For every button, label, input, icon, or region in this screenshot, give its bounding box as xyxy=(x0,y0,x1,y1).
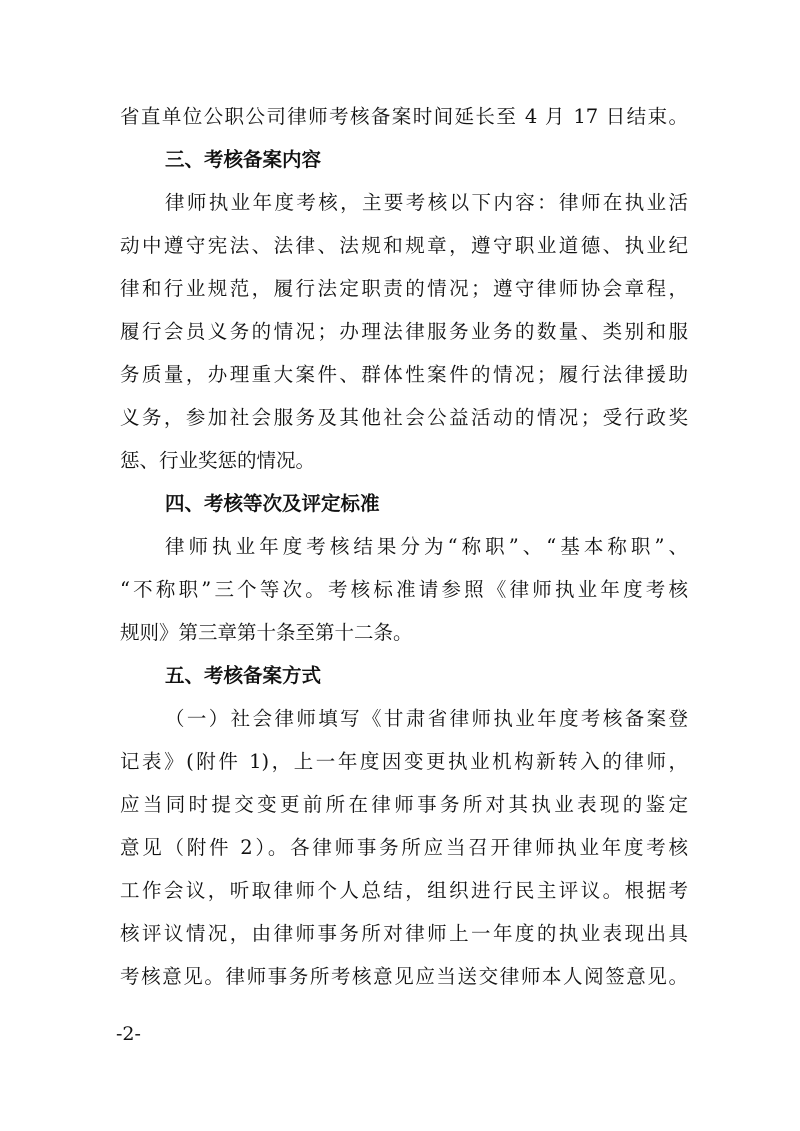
body-line-20: 核评议情况，由律师事务所对律师上一年度的执业表现出具 xyxy=(120,922,688,945)
body-line-19: 工作会议，听取律师个人总结，组织进行民主评议。根据考 xyxy=(120,879,688,902)
section-heading-5: 五、考核备案方式 xyxy=(165,664,322,687)
body-line-13: 规则》第三章第十条至第十二条。 xyxy=(120,621,413,644)
body-line-16: 记表》(附件 1)，上一年度因变更执业机构新转入的律师， xyxy=(120,750,688,773)
body-line-12: “不称职”三个等次。考核标准请参照《律师执业年度考核 xyxy=(120,578,688,601)
body-line-17: 应当同时提交变更前所在律师事务所对其执业表现的鉴定 xyxy=(120,793,688,816)
body-line-21: 考核意见。律师事务所考核意见应当送交律师本人阅签意见。 xyxy=(120,965,688,988)
body-line-6: 履行会员义务的情况；办理法律服务业务的数量、类别和服 xyxy=(120,320,688,343)
body-line-15: （一）社会律师填写《甘肃省律师执业年度考核备案登 xyxy=(165,707,688,730)
body-line-7: 务质量，办理重大案件、群体性案件的情况；履行法律援助 xyxy=(120,363,688,386)
body-line-11: 律师执业年度考核结果分为“称职”、“基本称职”、 xyxy=(165,535,688,558)
body-line-9: 惩、行业奖惩的情况。 xyxy=(120,449,316,472)
body-line-1: 省直单位公职公司律师考核备案时间延长至 4 月 17 日结束。 xyxy=(120,105,688,128)
section-heading-4: 四、考核等次及评定标准 xyxy=(165,492,380,515)
body-line-4: 动中遵守宪法、法律、法规和规章，遵守职业道德、执业纪 xyxy=(120,234,688,257)
body-line-3: 律师执业年度考核，主要考核以下内容：律师在执业活 xyxy=(165,191,688,214)
body-line-8: 义务，参加社会服务及其他社会公益活动的情况；受行政奖 xyxy=(120,406,688,429)
body-line-5: 律和行业规范，履行法定职责的情况；遵守律师协会章程， xyxy=(120,277,688,300)
section-heading-3: 三、考核备案内容 xyxy=(165,148,322,171)
page-number: -2- xyxy=(116,1023,141,1045)
body-line-18: 意见（附件 2）。各律师事务所应当召开律师执业年度考核 xyxy=(120,836,688,859)
